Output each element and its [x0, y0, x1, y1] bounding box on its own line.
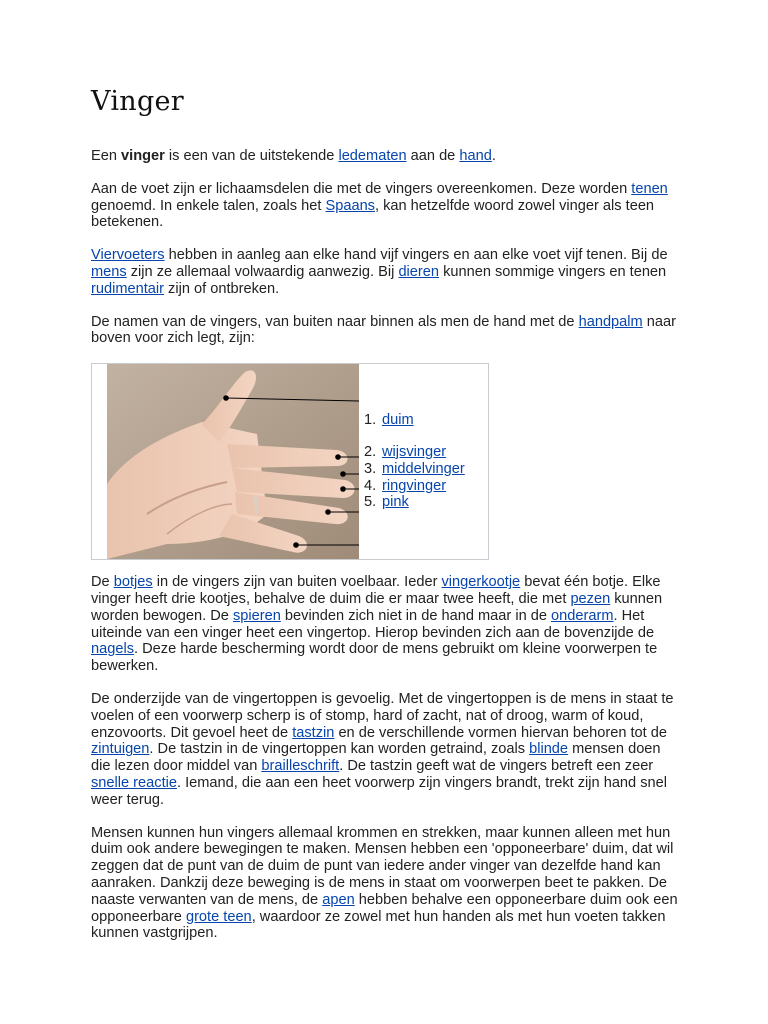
- link-spaans[interactable]: Spaans: [325, 197, 375, 214]
- text: Een: [91, 148, 122, 164]
- list-number: 1.: [364, 412, 377, 429]
- text: in de vingers zijn van buiten voelbaar. Ieder: [152, 574, 442, 591]
- list-number: 2.: [364, 443, 377, 460]
- text: naar boven voor zich legt, zijn:: [91, 313, 676, 347]
- link-rudimentair[interactable]: rudimentair: [91, 280, 164, 297]
- link-ringvinger[interactable]: ringvinger: [382, 477, 447, 494]
- link-mens[interactable]: mens: [91, 263, 127, 280]
- link-viervoeters[interactable]: Viervoeters: [91, 247, 165, 264]
- link-onderarm[interactable]: onderarm: [551, 607, 614, 624]
- page-title: Vinger: [91, 86, 185, 117]
- link-pink[interactable]: pink: [382, 494, 409, 511]
- link-hand[interactable]: hand: [459, 148, 492, 164]
- link-pezen[interactable]: pezen: [570, 590, 611, 607]
- text: bevinden zich niet in de hand maar in de: [280, 607, 552, 624]
- list-item: [364, 461, 465, 478]
- text: genoemd. In enkele talen, zoals het: [91, 197, 326, 214]
- text: kunnen worden bewogen. De: [91, 590, 663, 624]
- paragraph-7: [91, 825, 681, 943]
- text: Aan de voet zijn er lichaamsdelen die met de vingers overeenkomen. Deze worden: [91, 180, 632, 197]
- text: .: [491, 148, 496, 164]
- link-snelle-reactie[interactable]: snelle reactie: [91, 774, 177, 791]
- text: De namen van de vingers, van buiten naar binnen als men de hand met de: [91, 313, 579, 330]
- text: . Deze harde bescherming wordt door de mens gebruikt om kleine voorwerpen te bewerken.: [91, 641, 658, 675]
- list-item: [364, 444, 465, 461]
- text: en de verschillende vormen hiervan behoren tot de: [334, 724, 668, 741]
- text: zijn ze allemaal volwaardig aanwezig. Bij: [126, 263, 399, 280]
- text: aan de: [406, 148, 460, 164]
- text: . Het uiteinde van een vinger heet een vingertop. Hierop bevinden zich aan de bovenzijde de: [91, 607, 655, 641]
- list-item: [364, 494, 465, 511]
- list-number: 5.: [364, 494, 377, 511]
- list-item: [364, 412, 465, 429]
- text: Mensen kunnen hun vingers allemaal krommen en strekken, maar kunnen alleen met hun duim ook andere bewegingen te maken. Mensen hebben een 'opponeerbare' duim, dat wil zeggen dat de punt van de duim de punt van iedere ander vinger van dezelfde hand kan aanraken. Dankzij deze beweging is de mens in staat om voorwerpen beet te pakken. De naaste verwanten van de mens, de: [91, 824, 674, 908]
- text: De: [91, 574, 114, 591]
- link-middelvinger[interactable]: middelvinger: [382, 460, 465, 477]
- link-tastzin[interactable]: tastzin: [292, 724, 335, 741]
- link-brailleschrift[interactable]: brailleschrift: [261, 758, 340, 775]
- text: hebben behalve een opponeerbare duim ook een opponeerbare: [91, 891, 678, 925]
- paragraph-6: [91, 691, 681, 809]
- link-blinde[interactable]: blinde: [529, 741, 569, 758]
- text: De onderzijde van de vingertoppen is gevoelig. Met de vingertoppen is de mens in staat te voelen of een voorwerp scherp is of stomp, hard of zacht, nat of droog, warm of koud, enzovoorts. Dit gevoel heet de: [91, 690, 674, 741]
- bold-term: vinger: [121, 148, 165, 164]
- text: zijn of ontbreken.: [164, 280, 280, 297]
- link-botjes[interactable]: botjes: [113, 574, 153, 591]
- text: kunnen sommige vingers en tenen: [439, 263, 667, 280]
- link-grote-teen[interactable]: grote teen: [185, 908, 252, 925]
- paragraph-3: [91, 247, 681, 297]
- list-number: 4.: [364, 477, 377, 494]
- text: . Iemand, die aan een heet voorwerp zijn vingers brandt, trekt zijn hand snel weer terug.: [91, 774, 667, 808]
- paragraph-4: [91, 314, 681, 348]
- paragraph-intro: [91, 148, 681, 165]
- link-tenen[interactable]: tenen: [631, 180, 668, 197]
- link-spieren[interactable]: spieren: [232, 607, 281, 624]
- paragraph-2: [91, 181, 681, 231]
- text: , waardoor ze zowel met hun handen als met hun voeten takken kunnen vastgrijpen.: [91, 908, 666, 942]
- text: is een van de uitstekende: [164, 148, 339, 164]
- link-vingerkootje[interactable]: vingerkootje: [441, 574, 521, 591]
- text: hebben in aanleg aan elke hand vijf vingers en aan elke voet vijf tenen. Bij de: [164, 247, 668, 264]
- link-nagels[interactable]: nagels: [91, 641, 135, 658]
- text: . De tastzin geeft wat de vingers betreft een zeer: [339, 758, 654, 775]
- link-dieren[interactable]: dieren: [398, 263, 440, 280]
- list-number: 3.: [364, 460, 377, 477]
- text: , kan hetzelfde woord zowel vinger als teen betekenen.: [91, 197, 655, 231]
- link-apen[interactable]: apen: [322, 891, 355, 908]
- article-content: [91, 86, 681, 958]
- finger-list: [364, 412, 465, 511]
- paragraph-5: [91, 574, 681, 675]
- text: mensen doen die lezen door middel van: [91, 741, 661, 775]
- link-ledematen[interactable]: ledematen: [338, 148, 407, 164]
- list-item: [364, 478, 465, 495]
- link-handpalm[interactable]: handpalm: [578, 313, 643, 330]
- text: . De tastzin in de vingertoppen kan worden getraind, zoals: [149, 741, 530, 758]
- link-duim[interactable]: duim: [382, 412, 414, 429]
- finger-figure: [91, 363, 489, 560]
- link-wijsvinger[interactable]: wijsvinger: [382, 443, 447, 460]
- text: bevat één botje. Elke vinger heeft drie kootjes, behalve de duim die er maar twee heeft, die met: [91, 574, 661, 607]
- link-zintuigen[interactable]: zintuigen: [91, 741, 150, 758]
